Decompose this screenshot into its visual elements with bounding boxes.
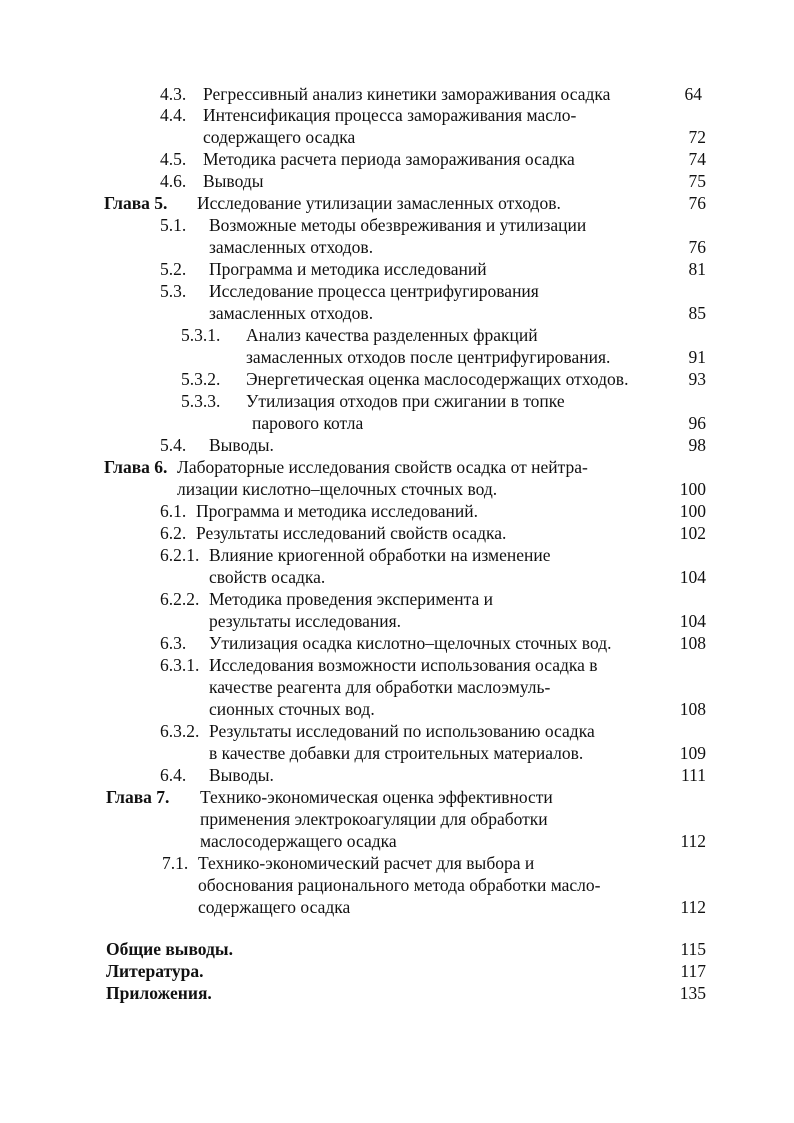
toc-entry-page: 76	[688, 193, 706, 213]
toc-entry-title-cont: содержащего осадка	[203, 127, 356, 147]
toc-entry-number: 5.3.2.	[181, 369, 221, 389]
toc-entry-page: 112	[680, 897, 706, 917]
toc-chapter-number: Глава 7.	[106, 787, 170, 807]
toc-entry-number: 6.2.	[160, 523, 187, 543]
toc-entry-number: 5.2.	[160, 259, 187, 279]
toc-entry-title-cont: замасленных отходов.	[209, 237, 374, 257]
toc-entry-page: 75	[688, 171, 706, 191]
toc-entry-number: 6.4.	[160, 765, 187, 785]
toc-entry-page: 98	[688, 435, 706, 455]
toc-entry-number: 5.3.1.	[181, 325, 221, 345]
toc-chapter-title: Технико-экономическая оценка эффективности	[200, 787, 553, 807]
toc-entry-page: 93	[688, 369, 706, 389]
toc-entry-page: 108	[679, 633, 706, 653]
toc-entry-page: 76	[688, 237, 706, 257]
toc-entry-title: Программа и методика исследований.	[196, 501, 478, 521]
toc-entry-title-cont: результаты исследования.	[209, 611, 402, 631]
toc-chapter-title-cont: лизации кислотно–щелочных сточных вод.	[177, 479, 498, 499]
toc-entry-number: 4.4.	[160, 105, 187, 125]
toc-entry-title-cont: замасленных отходов.	[209, 303, 374, 323]
toc-entry-page: 104	[679, 567, 706, 587]
toc-entry-page: 100	[679, 501, 706, 521]
toc-entry-title: Технико-экономический расчет для выбора и	[198, 853, 535, 873]
toc-chapter-title: Лабораторные исследования свойств осадка от нейтра-	[177, 457, 588, 477]
toc-entry-title: Результаты исследований свойств осадка.	[196, 523, 507, 543]
toc-entry-title: Возможные методы обезвреживания и утилизации	[209, 215, 587, 235]
toc-entry-number: 6.2.2.	[160, 589, 200, 609]
toc-entry-number: 4.6.	[160, 171, 187, 191]
toc-entry-title: Регрессивный анализ кинетики замораживания осадка	[203, 84, 611, 104]
toc-entry-number: 7.1.	[162, 853, 189, 873]
toc-entry-title-cont: замасленных отходов после центрифугирования.	[246, 347, 611, 367]
toc-chapter-number: Глава 6.	[104, 457, 168, 477]
toc-entry-page: 115	[680, 939, 706, 959]
toc-entry-page: 117	[680, 961, 706, 981]
toc-section-title: Литература.	[106, 961, 204, 981]
toc-entry-page: 135	[679, 983, 706, 1003]
toc-chapter-title-cont: маслосодержащего осадка	[200, 831, 397, 851]
toc-entry-number: 6.1.	[160, 501, 187, 521]
toc-entry-number: 6.3.2.	[160, 721, 200, 741]
toc-entry-page: 104	[679, 611, 706, 631]
toc-entry-page: 109	[679, 743, 706, 763]
toc-entry-number: 5.1.	[160, 215, 187, 235]
toc-entry-title: Выводы.	[209, 765, 274, 785]
toc-entry-page: 81	[688, 259, 706, 279]
toc-entry-number: 6.2.1.	[160, 545, 200, 565]
toc-entry-title: Утилизация осадка кислотно–щелочных сточных вод.	[209, 633, 612, 653]
toc-entry-title: Программа и методика исследований	[209, 259, 487, 279]
toc-entry-title: Энергетическая оценка маслосодержащих отходов.	[246, 369, 629, 389]
toc-entry-title: Выводы	[203, 171, 264, 191]
toc-entry-title: Методика проведения эксперимента и	[209, 589, 493, 609]
toc-entry-title-cont: сионных сточных вод.	[209, 699, 375, 719]
toc-section-title: Общие выводы.	[106, 939, 233, 959]
toc-entry-page: 102	[679, 523, 706, 543]
toc-entry-title: Исследования возможности использования осадка в	[209, 655, 598, 675]
toc-entry-page: 74	[688, 149, 706, 169]
toc-entry-page: 111	[681, 765, 706, 785]
toc-entry-number: 5.4.	[160, 435, 187, 455]
toc-entry-title-cont: качестве реагента для обработки маслоэмуль-	[209, 677, 551, 697]
toc-entry-title-cont: в качестве добавки для строительных материалов.	[209, 743, 584, 763]
toc-entry-title: Методика расчета периода замораживания осадка	[203, 149, 575, 169]
toc-entry-number: 6.3.	[160, 633, 187, 653]
toc-entry-page: 85	[688, 303, 706, 323]
toc-chapter-number: Глава 5.	[104, 193, 168, 213]
toc-entry-title: Выводы.	[209, 435, 274, 455]
toc-chapter-title: Исследование утилизации замасленных отходов.	[197, 193, 561, 213]
toc-entry-number: 4.3.	[160, 84, 187, 104]
toc-entry-title-cont: содержащего осадка	[198, 897, 351, 917]
toc-entry-title: Утилизация отходов при сжигании в топке	[246, 391, 565, 411]
toc-entry-number: 6.3.1.	[160, 655, 200, 675]
toc-entry-page: 108	[679, 699, 706, 719]
toc-entry-page: 64	[684, 84, 702, 104]
toc-entry-title: Результаты исследований по использованию осадка	[209, 721, 595, 741]
toc-entry-page: 96	[688, 413, 706, 433]
toc-chapter-title-cont: применения электрокоагуляции для обработки	[200, 809, 548, 829]
toc-entry-page: 72	[688, 127, 706, 147]
toc-entry-number: 5.3.	[160, 281, 187, 301]
toc-section-title: Приложения.	[106, 983, 212, 1003]
toc-entry-page: 100	[679, 479, 706, 499]
toc-entry-page: 91	[688, 347, 706, 367]
toc-entry-title-cont: парового котла	[252, 413, 364, 433]
toc-entry-title: Исследование процесса центрифугирования	[209, 281, 539, 301]
toc-entry-title: Анализ качества разделенных фракций	[246, 325, 538, 345]
toc-entry-page: 112	[680, 831, 706, 851]
toc-entry-title-cont: обоснования рационального метода обработки масло-	[198, 875, 601, 895]
toc-entry-title-cont: свойств осадка.	[209, 567, 326, 587]
toc-entry-title: Интенсификация процесса замораживания масло-	[203, 105, 577, 125]
toc-entry-number: 5.3.3.	[181, 391, 221, 411]
toc-entry-title: Влияние криогенной обработки на изменение	[209, 545, 551, 565]
toc-entry-number: 4.5.	[160, 149, 187, 169]
